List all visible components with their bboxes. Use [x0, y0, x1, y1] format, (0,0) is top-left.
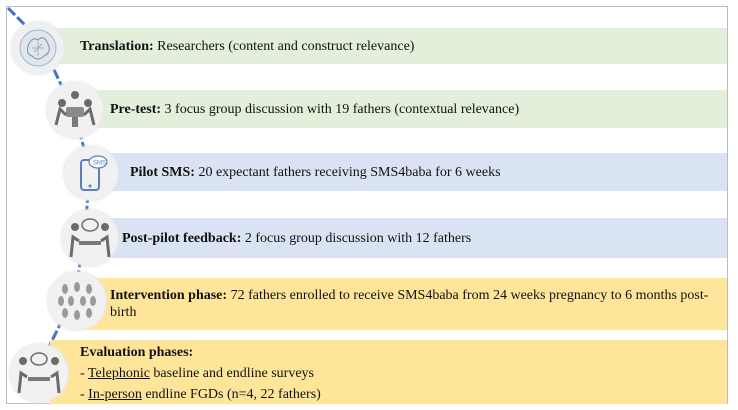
evaluation-title: Evaluation phases: — [80, 345, 194, 360]
stage-text: 72 fathers enrolled to receive SMS4baba from 24 weeks pregnancy to 6 months post-birth — [110, 288, 709, 320]
stage-pilot-sms — [100, 153, 727, 191]
stage-evaluation — [50, 340, 727, 404]
stage-title: Pre-test: — [110, 101, 162, 117]
stage-text: 20 expectant fathers receiving SMS4baba for 6 weeks — [198, 164, 501, 180]
evaluation-line-2 — [80, 386, 321, 403]
stage-text: 2 focus group discussion with 12 fathers — [244, 230, 472, 246]
stage-title: Post-pilot feedback: — [122, 230, 242, 246]
crowd-icon — [48, 272, 106, 330]
stage-title: Intervention phase: — [110, 288, 228, 303]
discussion-icon — [10, 344, 68, 402]
stage-intervention — [85, 278, 727, 330]
stage-pre-test — [85, 90, 727, 128]
svg-text:SMS: SMS — [93, 160, 107, 167]
bullet-dash: - — [80, 366, 88, 381]
meeting-group-icon — [47, 82, 103, 138]
phone-sms-icon — [64, 146, 118, 200]
stage-translation — [50, 28, 727, 64]
evaluation-line-1-text: baseline and endline surveys — [149, 366, 314, 381]
telephonic-label: Telephonic — [87, 366, 150, 381]
stage-title: Translation: — [80, 38, 154, 54]
discussion-icon — [62, 210, 118, 266]
stage-post-pilot — [100, 218, 727, 258]
stage-text: Researchers (content and construct relevance) — [157, 38, 415, 54]
in-person-label: In-person — [88, 387, 142, 402]
stage-title: Pilot SMS: — [130, 164, 195, 180]
stage-text: 3 focus group discussion with 19 fathers (contextual relevance) — [164, 101, 520, 117]
bullet-dash: - — [80, 387, 89, 402]
evaluation-line-1 — [80, 365, 321, 382]
evaluation-line-2-text: endline FGDs (n=4, 22 fathers) — [141, 387, 321, 402]
brain-icon — [12, 22, 64, 74]
